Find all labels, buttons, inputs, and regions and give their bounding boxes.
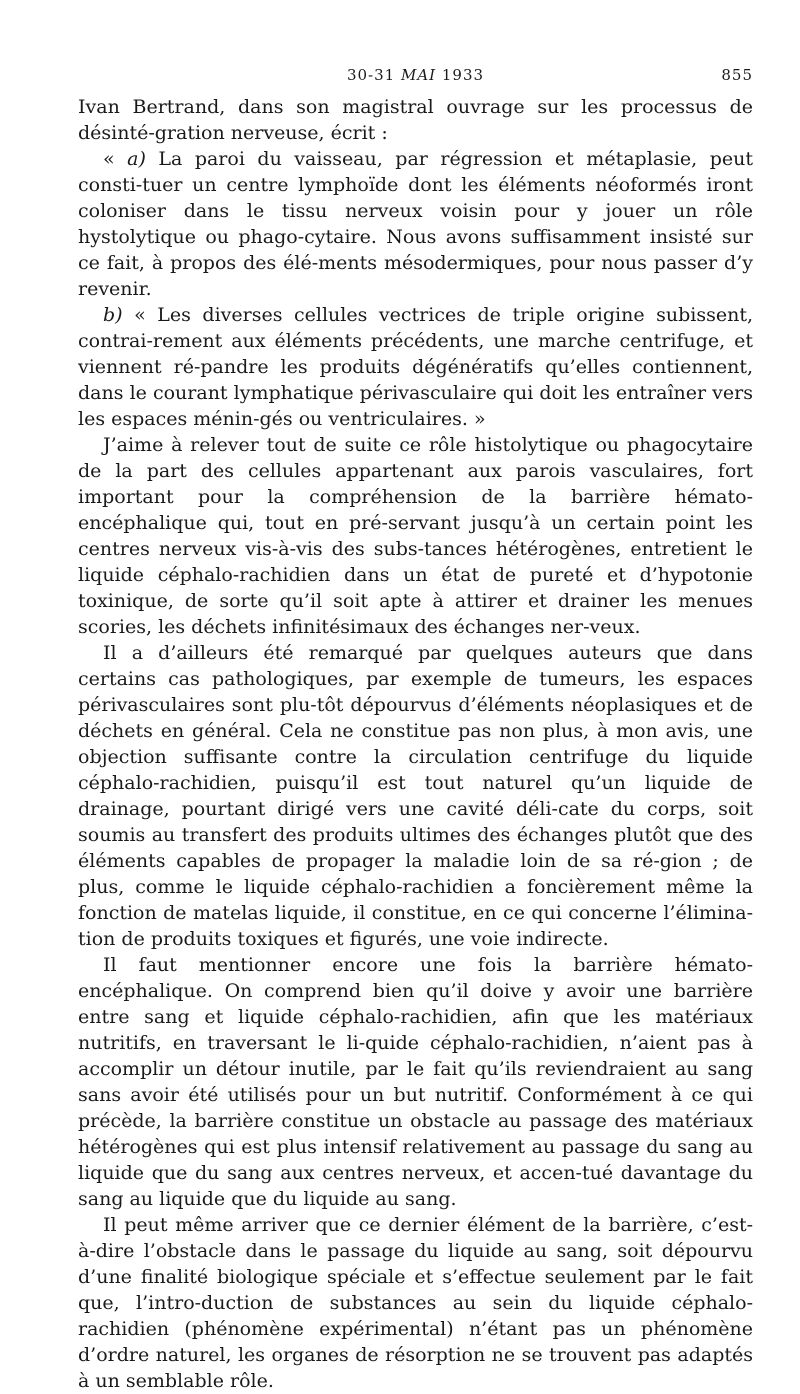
- quote-a-text: La paroi du vaisseau, par régression et métaplasie, peut consti-tuer un centre lymphoïde dont les éléments néoformés iront coloniser dans le tissu nerveux voisin pour y jouer un rôle hystolytique ou phago-cytaire. Nous avons suffisamment insisté sur ce fait, à propos des élé-ments mésodermiques, pour nous passer d’y revenir.: [78, 148, 753, 300]
- paragraph-quote-a: [78, 146, 753, 302]
- page-number: 855: [721, 66, 753, 84]
- header-date-month: MAI: [400, 66, 437, 84]
- paragraph-resorption: Il peut même arriver que ce dernier élément de la barrière, c’est-à-dire l’obstacle dans le passage du liquide au sang, soit dépourvu d’une finalité biologique spéciale et s’effectue seulement par le fait que, l’intro-duction de substances au sein du liquide céphalo-rachidien (phénomène expérimental) n’étant pas un phénomène d’ordre naturel, les organes de résorption ne se trouvent pas adaptés à un semblable rôle.: [78, 1214, 753, 1392]
- paragraph-role: J’aime à relever tout de suite ce rôle histolytique ou phagocytaire de la part des cellules appartenant aux parois vasculaires, fort important pour la compréhension de la barrière hémato-encéphalique qui, tout en pré-servant jusqu’à un certain point les centres nerveux vis-à-vis des subs-tances hétérogènes, entretient le liquide céphalo-rachidien dans un état de pureté et d’hypotonie toxinique, de sorte qu’il soit apte à attirer et drainer les menues scories, les déchets infinitésimaux des échanges ner-veux.: [78, 434, 753, 638]
- header-date-year: 1933: [441, 66, 485, 84]
- paragraph-pathology: Il a d’ailleurs été remarqué par quelques auteurs que dans certains cas pathologiques, par exemple de tumeurs, les espaces périvasculaires sont plu-tôt dépourvus d’éléments néoplasiques et de déchets en général. Cela ne constitue pas non plus, à mon avis, une objection suffisante contre la circulation centrifuge du liquide céphalo-rachidien, puisqu’il est tout naturel qu’un liquide de drainage, pourtant dirigé vers une cavité déli-cate du corps, soit soumis au transfert des produits ultimes des échanges plutôt que des éléments capables de propager la maladie loin de sa ré-gion ; de plus, comme le liquide céphalo-rachidien a foncièrement même la fonction de matelas liquide, il constitue, en ce qui concerne l’élimina-tion de produits toxiques et figurés, une voie indirecte.: [78, 642, 753, 950]
- paragraph-quote-b: [78, 302, 753, 432]
- paragraph-barrier: Il faut mentionner encore une fois la barrière hémato-encéphalique. On comprend bien qu’il doive y avoir une barrière entre sang et liquide céphalo-rachidien, afin que les matériaux nutritifs, en traversant le li-quide céphalo-rachidien, n’aient pas à accomplir un détour inutile, par le fait qu’ils reviendraient au sang sans avoir été utilisés pour un but nutritif. Conformément à ce qui précède, la barrière constitue un obstacle au passage des matériaux hétérogènes qui est plus intensif relativement au passage du sang au liquide que du sang aux centres nerveux, et accen-tué davantage du sang au liquide que du liquide au sang.: [78, 954, 753, 1210]
- paragraph-intro: Ivan Bertrand, dans son magistral ouvrage sur les processus de désinté-gration nerveuse, écrit :: [78, 96, 753, 144]
- document-page: [78, 60, 753, 1392]
- running-header: [78, 60, 753, 94]
- body-text: [78, 94, 753, 1394]
- quote-b-text: « Les diverses cellules vectrices de triple origine subissent, contrai-rement aux éléments précédents, une marche centrifuge, et viennent ré-pandre les produits dégénératifs qu’elles contiennent, dans le courant lymphatique périvasculaire qui doit les entraîner vers les espaces ménin-gés ou ventriculaires. »: [78, 304, 753, 430]
- header-date: [78, 66, 753, 84]
- quote-open-mark: «: [103, 148, 128, 170]
- quote-label-b: b): [103, 304, 123, 326]
- quote-label-a: a): [127, 148, 146, 170]
- header-date-days: 30-31: [346, 66, 396, 84]
